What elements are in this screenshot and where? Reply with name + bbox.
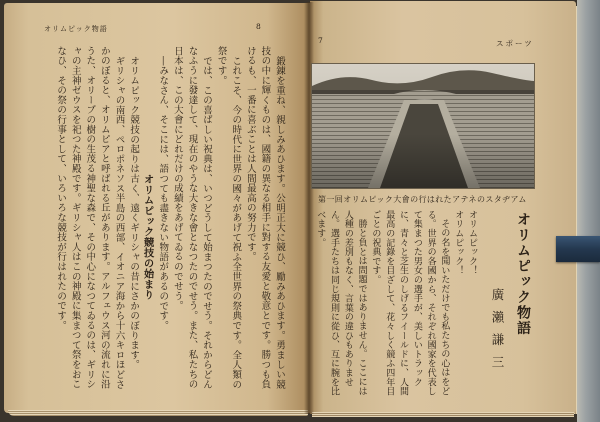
author-name: 廣瀨謙三 [490,288,505,378]
left-page-text [16,46,286,396]
body-paragraph: 鍛錬を重ね、親しみあひます。公明正大に競ひ、勵みあひます。勇ましい競技の中に輝くものは、國籍の異なる相手に對する友愛と敬意とです。勝つも負けるも、一番に喜ぶことは人間最高の努力です。 [244,46,285,389]
body-paragraph: その名を聞いただけでも私たちの心はをどる。世界の各國から、それぞれ國家を代表して集まつた男女の選手が、美しいトラックに、青々と芝生のしげるフイールドに、人間最高の記錄を目ざして、花々しく競ふ四年目ごとの祝典です。 [370,210,450,396]
left-page-number: 8 [256,22,261,31]
right-page-number: 7 [318,36,323,45]
section-heading: オリムピック競技の始まり [141,174,154,301]
body-paragraph: これこそ、今の時代に世界の國々があげて祝ふ全世界の祭典です。全人類の祭です。 [215,46,242,389]
page-edges-bottom-left [8,410,308,416]
body-paragraph: オリムピック！ [467,210,477,276]
left-running-head: オリムピック物語 [44,25,108,33]
body-paragraph: では、この喜ばしい祝典は、いつどうして始まつたのでせう。それからどんなふうに發達して、現在のやうな大きな會となつたのでせう。また、私たちの日本は、この大會にどれだけの成績をあげてゐるのでせう。 [171,46,213,389]
stadium-photo [312,64,534,188]
bookmark-ribbon [556,236,600,262]
story-title: オリムピック物語 [515,212,531,336]
stadium-photo-image [312,64,534,188]
body-paragraph: ―みなさん、そこには、語つても盡きない物語があるのです。 [157,55,169,330]
body-paragraph: オリムピック競技の起りは古く、遠くギリシャの昔にさかのぼります。 [128,55,140,370]
body-paragraph: ギリシャの南西、ペロポネソス半島の西部、イオニア海から十六キロほどさかのぼると、オリムピアと呼ばれる丘があります。アルフェウス河の流れに沿うた、オリーブの樹の生茂る神聖な森で、その中心になつてゐるのは、ギリシャの主神ゼウスを祀つた神殿です。ギリシャ人はこの神殿に集まつて祭をおこなひ、その祭の行事として、いろいろな競技が行はれたのです。 [55,46,125,389]
adjacent-book [577,0,600,422]
right-running-head: スポーツ [496,39,534,48]
right-page-text [316,210,478,400]
page-edges-bottom-right [312,412,574,417]
photo-caption: 第一回オリムピック大會の行はれたアテネのスタヂアム [318,195,527,204]
body-paragraph: オリムピック！ [453,210,464,276]
body-paragraph: 勝と負とは問題ではありません。ここには人種の差別もなく、言葉の違ひもありません。選手たちは同じ規則に從ひ、互に腕を比べます。 [315,210,367,396]
